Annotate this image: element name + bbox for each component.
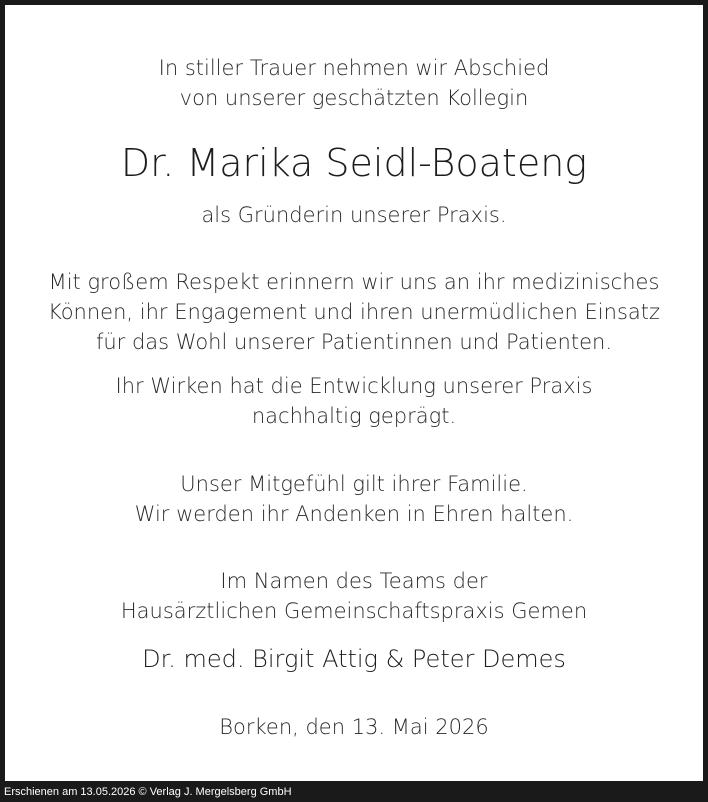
signers: Dr. med. Birgit Attig & Peter Demes xyxy=(142,645,566,673)
intro-line-1: In stiller Trauer nehmen wir Abschied xyxy=(158,56,550,80)
deceased-name: Dr. Marika Seidl-Boateng xyxy=(120,141,588,185)
legacy-line-1: Ihr Wirken hat die Entwicklung unserer Praxis xyxy=(115,374,593,398)
place-date: Borken, den 13. Mai 2026 xyxy=(219,715,489,739)
tribute-line-3: für das Wohl unserer Patientinnen und Patienten. xyxy=(95,330,613,354)
condolence-line-2: Wir werden ihr Andenken in Ehren halten. xyxy=(134,502,574,526)
legacy-line-2: nachhaltig geprägt. xyxy=(251,404,457,428)
condolence-line-1: Unser Mitgefühl gilt ihrer Familie. xyxy=(180,472,528,496)
tribute-line-1: Mit großem Respekt erinnern wir uns an ihr medizinisches xyxy=(48,270,660,294)
intro-line-2: von unserer geschätzten Kollegin xyxy=(179,86,529,110)
obituary-notice xyxy=(5,5,703,781)
on-behalf-line-1: Im Namen des Teams der xyxy=(220,569,488,593)
on-behalf-line-2: Hausärztlichen Gemeinschaftspraxis Gemen xyxy=(120,599,588,623)
tribute-line-2: Können, ihr Engagement und ihren unermüdlichen Einsatz xyxy=(47,300,661,324)
publication-footer: Erschienen am 13.05.2026 © Verlag J. Mergelsberg GmbH xyxy=(4,786,292,798)
role-line: als Gründerin unserer Praxis. xyxy=(201,203,507,227)
